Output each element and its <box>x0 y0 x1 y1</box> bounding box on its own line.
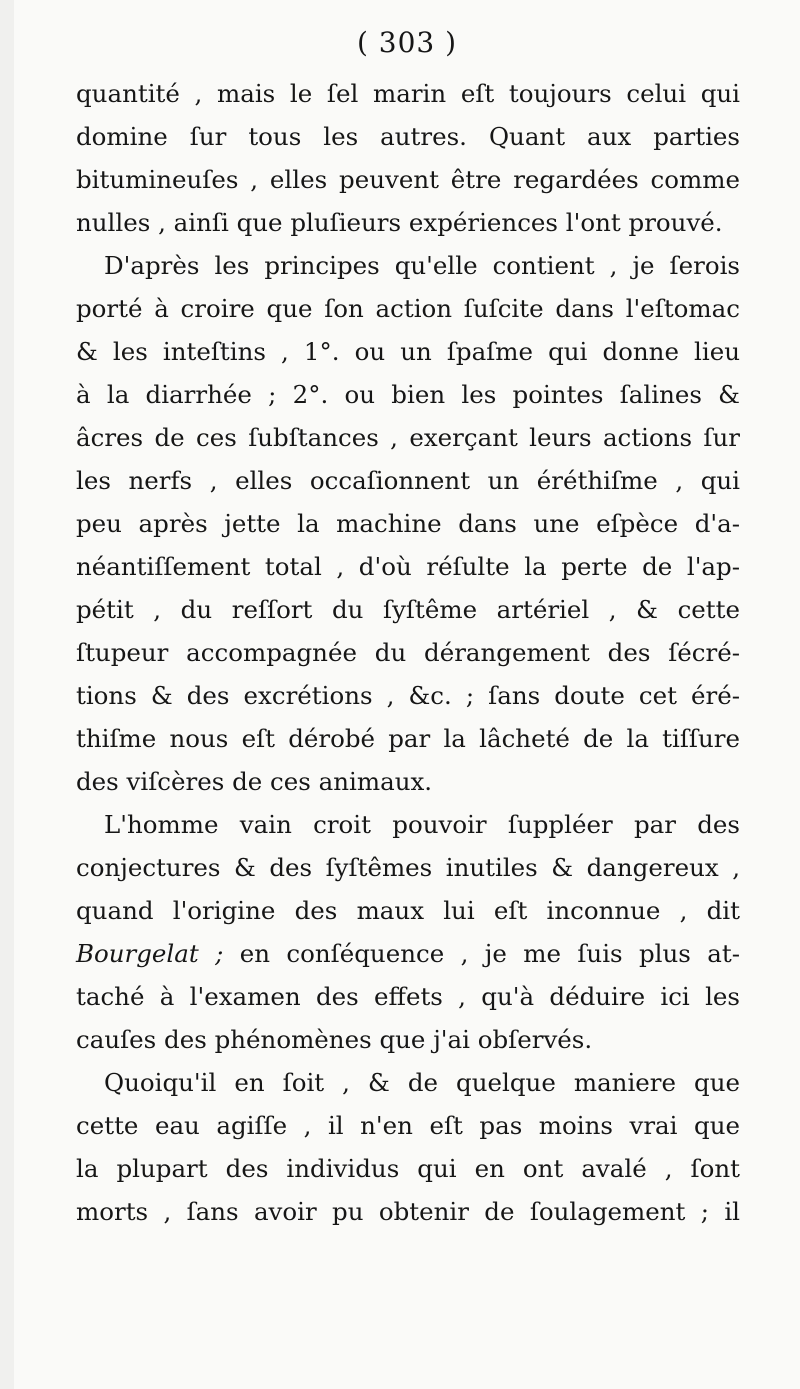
text-line: les nerfs , elles occaſionnent un éréthiſme , qui <box>76 466 740 495</box>
text-line: pétit , du reſſort du ſyſtême artériel , & cette <box>76 595 740 624</box>
text-line: morts , ſans avoir pu obtenir de ſoulagement ; il <box>76 1197 740 1226</box>
text-line: bitumineuſes , elles peuvent être regardées comme <box>76 165 740 194</box>
paragraph-2 <box>76 244 740 803</box>
text-line: quantité , mais le ſel marin eſt toujours celui qui <box>76 79 740 108</box>
italic-author-name: Bourgelat ; <box>76 939 224 968</box>
text-line: porté à croire que ſon action ſuſcite dans l'eſtomac <box>76 294 740 323</box>
text-line: quand l'origine des maux lui eſt inconnue , dit <box>76 896 740 925</box>
text-line: domine ſur tous les autres. Quant aux parties <box>76 122 740 151</box>
text-line: L'homme vain croit pouvoir ſuppléer par des <box>104 810 740 839</box>
page-number: ( 303 ) <box>356 26 458 59</box>
text-line: des viſcères de ces animaux. <box>76 767 433 796</box>
body-text <box>76 72 740 1233</box>
text-line: thiſme nous eſt dérobé par la lâcheté de la tiſſure <box>76 724 740 753</box>
paragraph-1 <box>76 72 740 244</box>
text-line: tions & des excrétions , &c. ; ſans doute cet éré- <box>76 681 740 710</box>
text-line: peu après jette la machine dans une eſpèce d'a- <box>76 509 740 538</box>
text-line: âcres de ces ſubſtances , exerçant leurs actions ſur <box>76 423 740 452</box>
text-line: Quoiqu'il en ſoit , & de quelque maniere que <box>104 1068 740 1097</box>
text-line: néantiſſement total , d'où réſulte la perte de l'ap- <box>76 552 740 581</box>
text-line: D'après les principes qu'elle contient , je ſerois <box>104 251 740 280</box>
text-line: conjectures & des ſyſtêmes inutiles & dangereux , <box>76 853 740 882</box>
text-line: nulles , ainſi que pluſieurs expériences l'ont prouvé. <box>76 208 723 237</box>
text-line-with-italic: Bourgelat ; en conſéquence , je me ſuis plus at- <box>76 939 740 968</box>
text-line: ſtupeur accompagnée du dérangement des ſécré- <box>76 638 740 667</box>
paragraph-4 <box>76 1061 740 1233</box>
text-line: cette eau agiſſe , il n'en eſt pas moins vrai que <box>76 1111 740 1140</box>
text-line: à la diarrhée ; 2°. ou bien les pointes ſalines & <box>76 380 740 409</box>
paragraph-3 <box>76 803 740 1061</box>
text-line: cauſes des phénomènes que j'ai obſervés. <box>76 1025 593 1054</box>
text-line: taché à l'examen des effets , qu'à déduire ici les <box>76 982 740 1011</box>
text-line: & les inteſtins , 1°. ou un ſpaſme qui donne lieu <box>76 337 740 366</box>
text-line: la plupart des individus qui en ont avalé , ſont <box>76 1154 740 1183</box>
